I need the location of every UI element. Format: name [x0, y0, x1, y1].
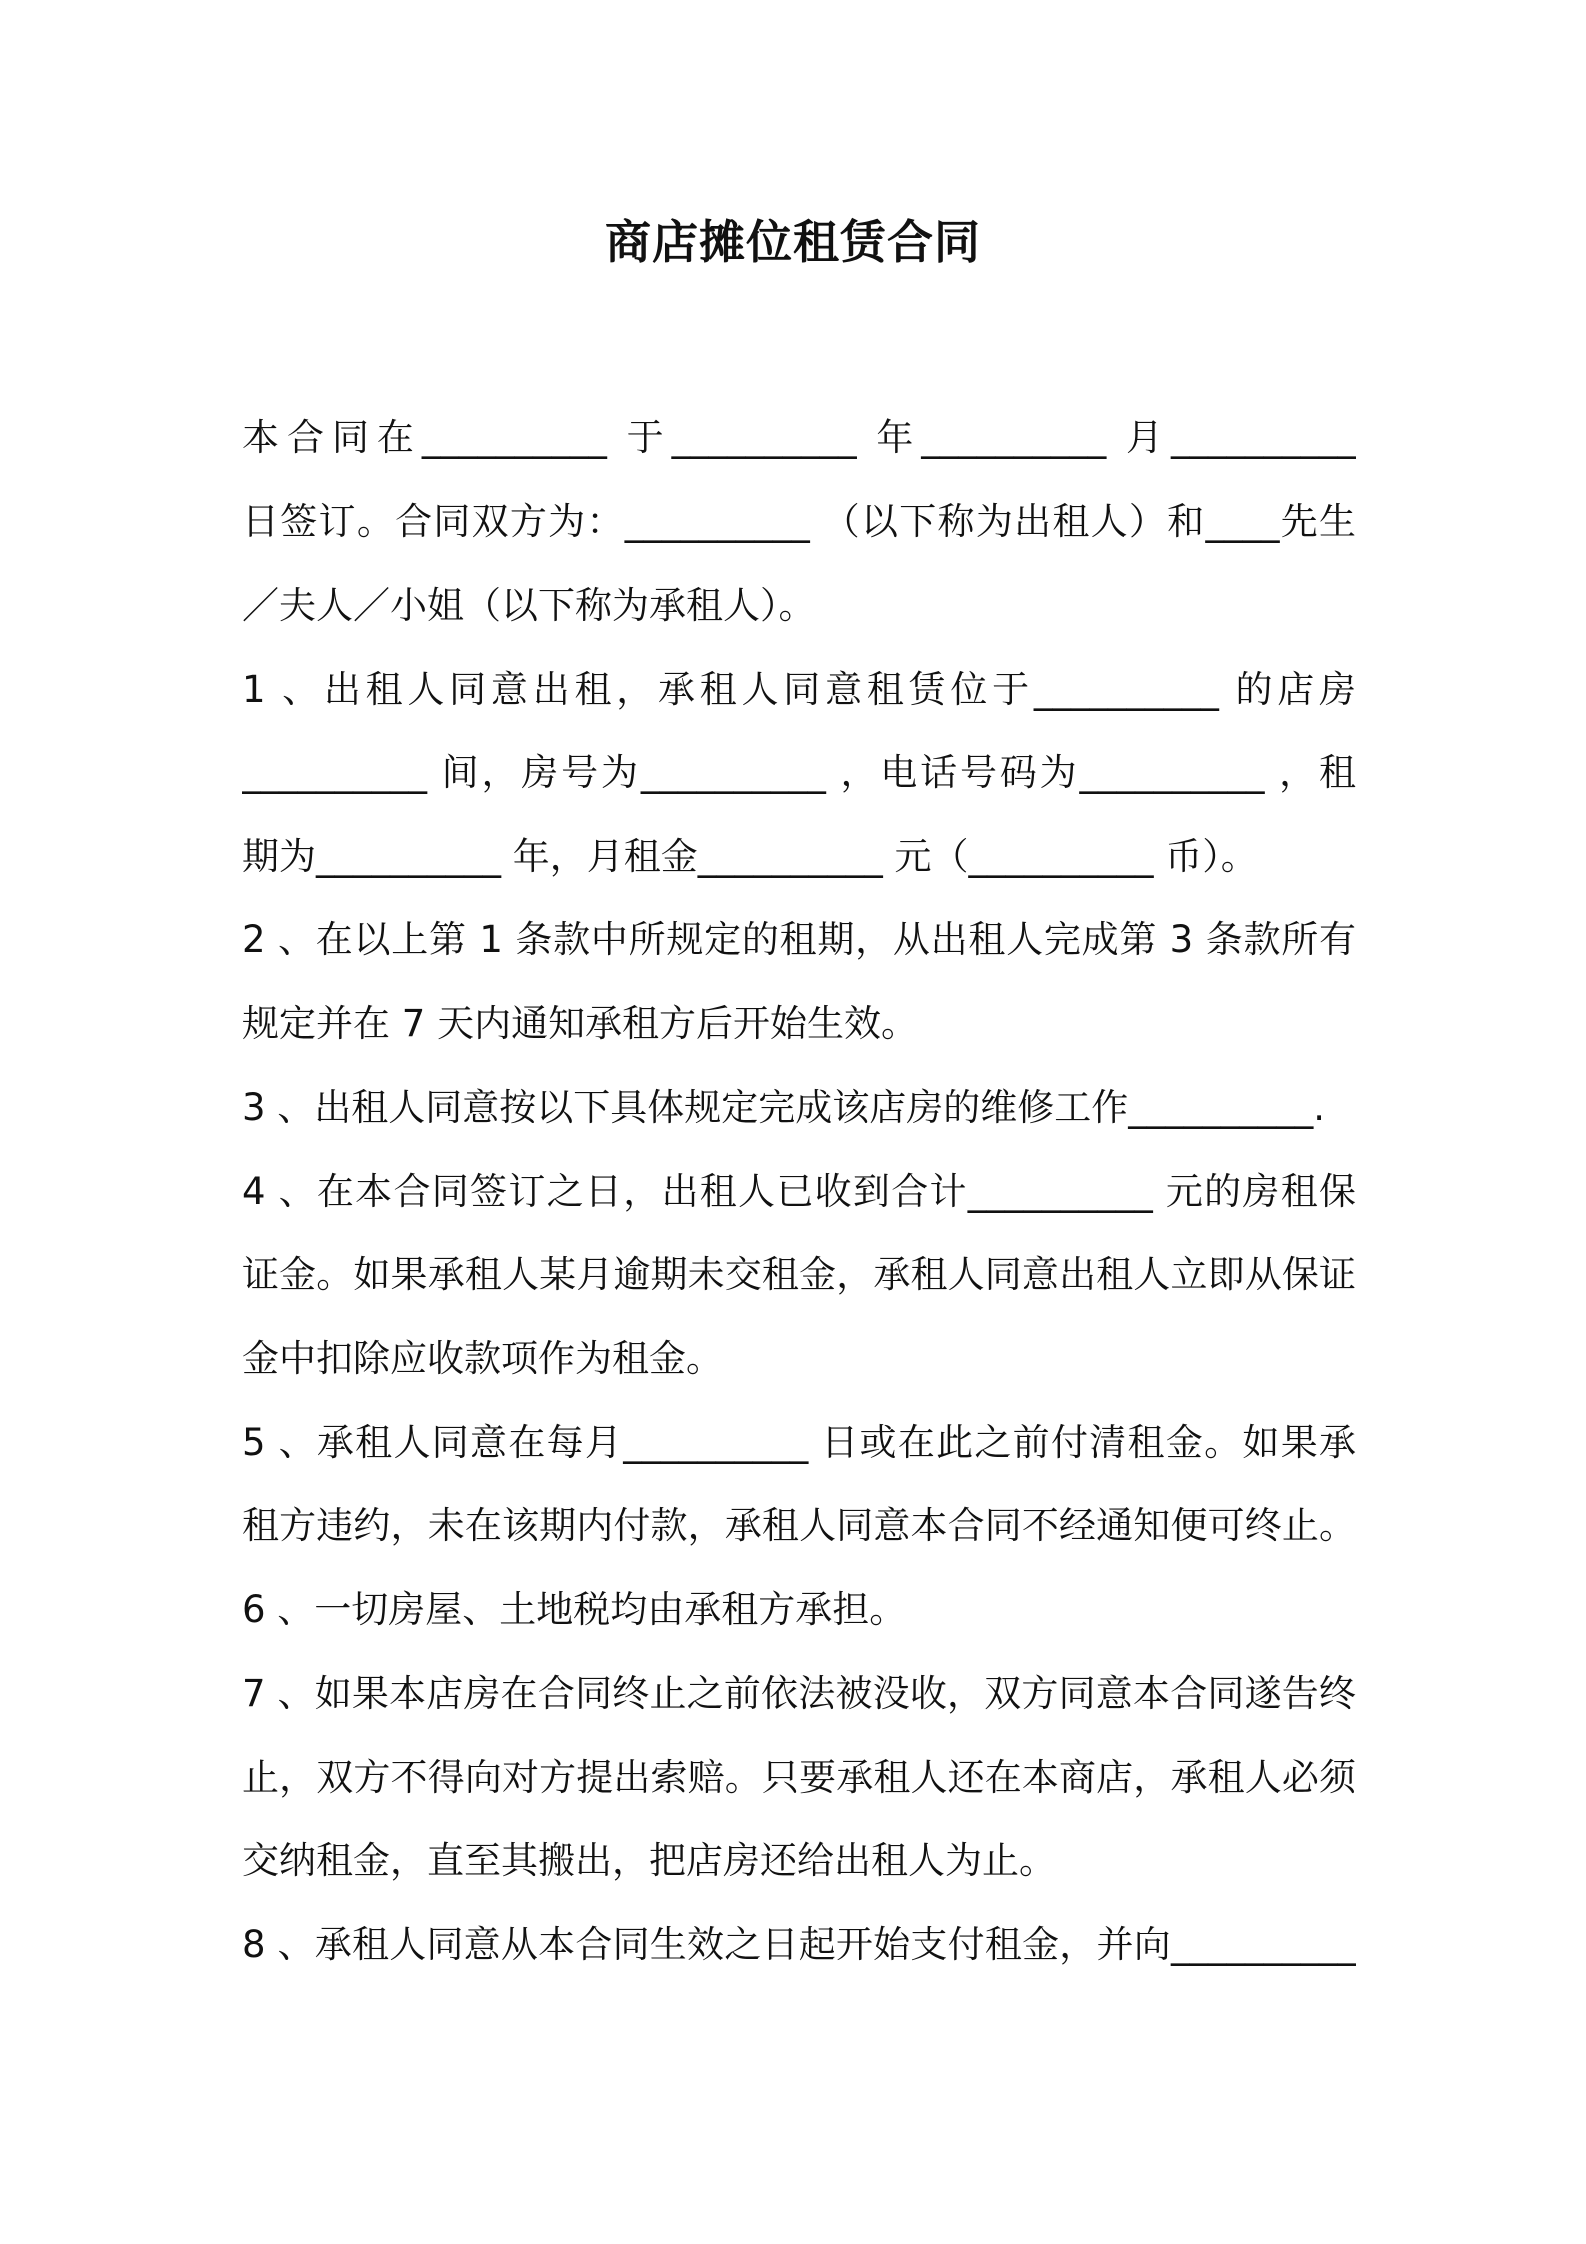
contract-line-7: 2 、在以上第 1 条款中所规定的租期，从出租人完成第 3 条款所有: [242, 918, 1356, 961]
contract-line-16: 7 、如果本店房在合同终止之前依法被没收，双方同意本合同遂告终: [242, 1672, 1356, 1715]
contract-line-8: 规定并在 7 天内通知承租方后开始生效。: [242, 1002, 919, 1045]
contract-line-14: 租方违约，未在该期内付款，承租人同意本合同不经通知便可终止。: [242, 1504, 1356, 1547]
contract-line-18: 交纳租金，直至其搬出，把店房还给出租人为止。: [242, 1839, 1056, 1882]
contract-line-17: 止，双方不得向对方提出索赔。只要承租人还在本商店，承租人必须: [242, 1756, 1356, 1799]
contract-line-5: __________ 间，房号为__________ ，电话号码为__________ ，租: [242, 751, 1356, 794]
contract-line-12: 金中扣除应收款项作为租金。: [242, 1337, 723, 1380]
contract-line-15: 6 、一切房屋、土地税均由承租方承担。: [242, 1588, 907, 1631]
contract-line-10: 4 、在本合同签订之日，出租人已收到合计__________ 元的房租保: [242, 1170, 1356, 1213]
contract-line-9: 3 、出租人同意按以下具体规定完成该店房的维修工作__________.: [242, 1086, 1326, 1129]
contract-line-11: 证金。如果承租人某月逾期未交租金，承租人同意出租人立即从保证: [242, 1253, 1356, 1296]
contract-line-2: 日签订。合同双方为：__________ （以下称为出租人）和____先生: [242, 500, 1356, 543]
contract-line-4: 1 、出租人同意出租，承租人同意租赁位于__________ 的店房: [242, 668, 1356, 711]
contract-line-3: ／夫人／小姐（以下称为承租人）。: [242, 584, 816, 627]
document-title: 商店摊位租赁合同: [605, 215, 981, 269]
contract-line-19: 8 、承租人同意从本合同生效之日起开始支付租金，并向__________: [242, 1923, 1356, 1966]
contract-line-1: 本合同在__________ 于__________ 年__________ 月__________: [242, 416, 1356, 459]
contract-line-6: 期为__________ 年，月租金__________ 元（__________ 币）。: [242, 835, 1258, 878]
contract-line-13: 5 、承租人同意在每月__________ 日或在此之前付清租金。如果承: [242, 1421, 1356, 1464]
